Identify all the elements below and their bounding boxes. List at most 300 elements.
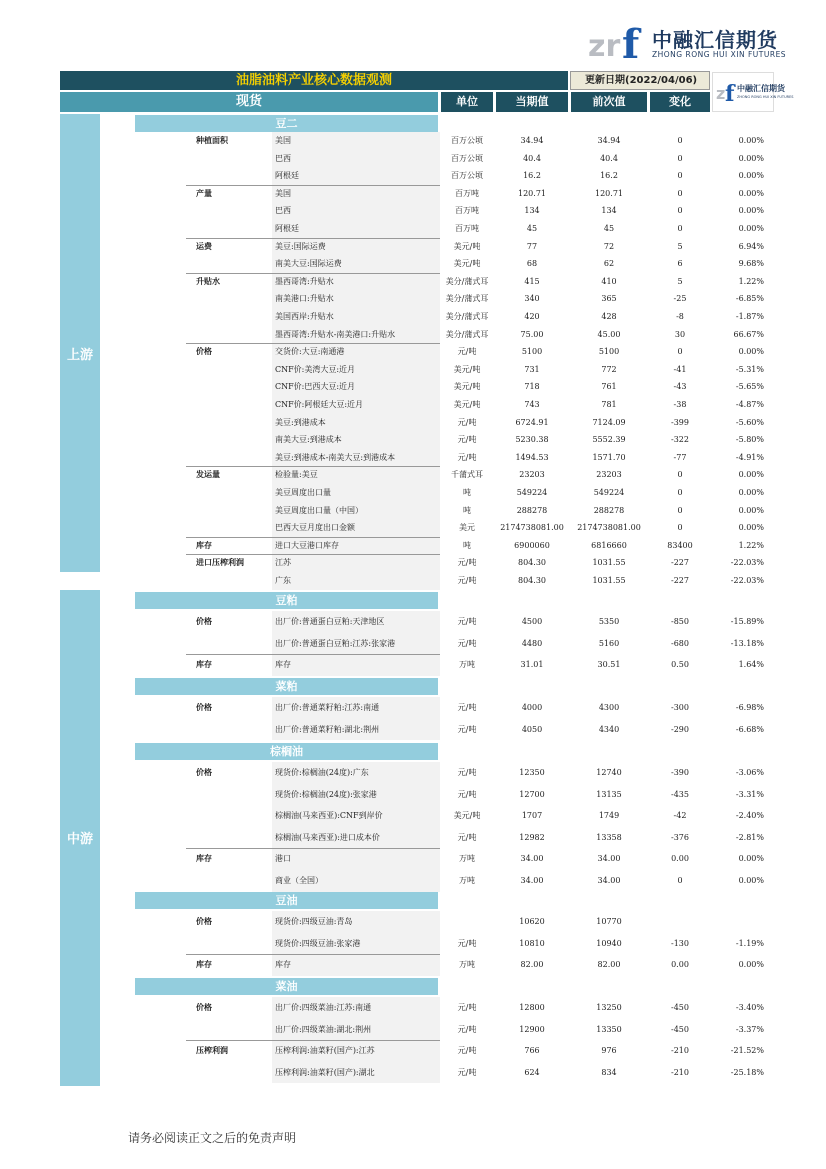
previous-value: 13350 [596,1024,622,1034]
unit-value: 元/吨 [457,768,477,777]
svg-text:z: z [716,84,726,103]
item-name: 库存 [272,654,440,676]
unit-value: 百万公顷 [451,136,483,145]
change-value: 5 [677,276,683,286]
current-value: 718 [524,382,540,392]
change-percent: 9.68% [738,259,764,269]
current-value: 2174738081.00 [500,523,564,533]
header-current: 当期值 [496,92,568,112]
mini-logo [712,72,794,112]
item-name: 库存 [272,954,440,976]
previous-value: 428 [601,312,617,321]
zrf-logo-mark-icon [588,20,644,64]
current-value: 340 [524,294,540,304]
previous-value: 1571.70 [592,452,626,462]
table-row [0,654,826,676]
category-label [186,572,272,590]
table-row [0,484,826,502]
current-value: 731 [524,364,540,374]
unit-value: 元/吨 [457,638,477,648]
current-value: 75.00 [520,329,544,339]
change-percent: -22.03% [730,576,764,585]
logo-chinese-name: 中融汇信期货 [652,28,778,52]
current-value: 12350 [519,768,545,777]
change-value: -130 [671,938,689,948]
category-label: 价格 [196,702,212,712]
table-row [0,805,826,827]
change-value: 0.50 [671,660,689,670]
change-percent: 1.22% [738,276,764,286]
table-row [0,954,826,976]
current-value: 1707 [521,811,543,821]
change-value: -8 [676,312,684,321]
previous-value: 23203 [596,470,622,480]
unit-value: 百万吨 [455,188,479,198]
previous-value: 10770 [596,917,622,926]
change-percent: 0.00% [738,136,764,145]
item-name: CNF价:巴西大豆:近月 [272,378,440,396]
item-name: 棕榈油(马来西亚):进口成本价 [272,827,440,849]
change-value: 0 [677,488,683,497]
change-percent: 0.00% [738,347,764,357]
previous-value: 4340 [598,724,620,734]
previous-value: 761 [601,382,617,392]
category-divider [186,848,440,849]
change-value: -43 [673,382,687,392]
change-value: 0 [677,523,683,533]
current-value: 12982 [519,832,545,842]
previous-value: 134 [601,206,617,216]
current-value: 804.30 [518,576,546,585]
table-row [0,132,826,150]
unit-value: 万吨 [459,854,475,864]
change-percent: -4.87% [735,400,764,409]
item-name: 出厂价:普通菜籽粕:湖北:荆州 [272,719,440,741]
current-value: 4000 [521,703,543,712]
unit-value: 元/吨 [457,789,477,799]
stage-midstream-label: 中游 [66,832,93,847]
item-name: 出厂价:普通蛋白豆粕:天津地区 [272,611,440,633]
change-percent: 0.00% [738,153,764,163]
category-label [186,431,272,449]
table-row [0,308,826,326]
category-divider [186,654,440,655]
change-percent: -5.31% [735,364,764,374]
current-value: 12900 [519,1024,545,1034]
table-row [0,326,826,344]
change-value: -850 [671,617,689,626]
table-row [0,378,826,396]
change-value: -77 [673,452,687,462]
table-row [0,519,826,537]
category-label: 种植面积 [196,135,228,145]
unit-value: 百万公顷 [451,153,483,163]
item-name: 美国 [272,185,440,203]
category-label [186,933,272,955]
category-label [186,150,272,168]
previous-value: 45 [603,224,615,233]
svg-text:f: f [725,81,735,103]
category-label [186,1062,272,1084]
previous-value: 7124.09 [592,417,626,427]
previous-value: 34.00 [597,854,621,864]
category-divider [186,466,440,467]
unit-value: 美元/吨 [453,241,481,251]
change-value: 0 [677,224,683,233]
item-name: 美国 [272,132,440,150]
table-row [0,343,826,361]
previous-value: 10940 [596,938,622,948]
change-percent: 0.00% [738,171,764,181]
current-value: 10620 [519,917,545,926]
category-label: 价格 [196,616,212,626]
unit-value: 百万吨 [455,206,479,216]
category-label [186,784,272,806]
current-value: 82.00 [520,960,544,970]
change-percent: 0.00% [738,206,764,216]
previous-value: 6816660 [591,540,627,550]
unit-value: 元/吨 [457,347,477,357]
change-percent: -5.80% [735,435,764,445]
category-label [186,449,272,467]
change-value: -42 [673,811,687,821]
change-percent: -5.65% [735,382,764,392]
unit-value: 元/吨 [457,558,477,568]
previous-value: 5160 [598,638,620,648]
category-label [186,827,272,849]
change-value: 83400 [667,540,693,550]
current-value: 415 [524,276,540,286]
previous-value: 549224 [593,488,625,497]
previous-value: 34.94 [597,136,621,145]
current-value: 4500 [521,617,543,626]
change-percent: -3.06% [735,768,764,777]
category-label [186,719,272,741]
change-percent: 0.00% [738,960,764,970]
change-value: 0 [677,188,683,198]
change-percent [710,911,772,933]
section-palm-oil: 棕榈油 [135,743,438,760]
table-row [0,933,826,955]
table-row [0,238,826,256]
current-value: 5100 [521,347,543,357]
table-row [0,762,826,784]
change-value: 0 [677,206,683,216]
current-value: 743 [524,400,540,409]
current-value: 45 [526,224,538,233]
report-title: 油脂油料产业核心数据观测 [235,73,392,88]
current-value: 804.30 [518,558,546,568]
item-name: 现货价:四级豆油:张家港 [272,933,440,955]
change-percent: -6.68% [735,724,764,734]
unit-value: 美元/吨 [453,400,481,409]
category-label: 运费 [196,240,212,251]
previous-value: 13250 [596,1003,622,1012]
unit-value: 元/吨 [457,724,477,734]
previous-value: 72 [603,241,615,251]
change-percent: -1.19% [735,938,764,948]
current-value: 766 [524,1046,540,1056]
change-value: 0 [677,136,683,145]
item-name: 巴西大豆月度出口金额 [272,519,440,537]
header-previous: 前次值 [571,92,647,112]
unit-value: 元/吨 [457,417,477,427]
unit-value: 万吨 [459,876,475,885]
category-label [186,167,272,185]
unit-value: 美分/蒲式耳 [445,329,489,339]
category-label: 进口压榨利润 [196,557,244,568]
table-row [0,167,826,185]
current-value: 23203 [519,470,545,480]
item-name: 现货价:四级豆油:青岛 [272,911,440,933]
change-value: -41 [673,364,687,374]
previous-value: 4300 [598,703,620,712]
category-label [186,805,272,827]
item-name: 南美港口:升贴水 [272,290,440,308]
table-row [0,273,826,291]
category-label [186,633,272,655]
unit-value: 元/吨 [457,938,477,948]
table-row [0,1040,826,1062]
item-name: 出厂价:普通菜籽粕:江苏:南通 [272,697,440,719]
change-value: 0.00 [671,854,689,864]
current-value: 420 [524,312,540,321]
mini-logo-cn: 中融汇信期货 [737,84,785,93]
unit-value: 万吨 [459,660,475,670]
unit-value: 百万公顷 [451,171,483,181]
item-name: 出厂价:四级菜油:湖北:荆州 [272,1019,440,1041]
unit-value: 吨 [463,505,471,515]
table-row [0,633,826,655]
unit-value: 元/吨 [457,1046,477,1056]
category-label: 发运量 [196,469,220,480]
previous-value: 288278 [593,505,625,515]
item-name: 港口 [272,848,440,870]
previous-value: 834 [601,1067,617,1077]
item-name: 出厂价:四级菜油:江苏:南通 [272,997,440,1019]
change-value: -210 [671,1046,689,1056]
category-divider [186,343,440,344]
change-percent: -1.87% [735,312,764,321]
category-label: 价格 [196,346,212,357]
change-value: -227 [671,558,689,568]
change-percent: 0.00% [738,188,764,198]
current-value: 12800 [519,1003,545,1012]
category-label [186,396,272,414]
table-row [0,697,826,719]
previous-value: 410 [601,276,617,286]
change-percent: -21.52% [730,1046,764,1056]
item-name: 美豆:到港成本-南美大豆:到港成本 [272,449,440,467]
change-percent: -15.89% [730,617,764,626]
category-divider [186,238,440,239]
category-label: 库存 [196,959,212,970]
category-label [186,519,272,537]
previous-value: 1031.55 [592,576,626,585]
table-row [0,361,826,379]
previous-value: 82.00 [597,960,621,970]
change-percent: -3.40% [735,1003,764,1012]
change-percent: -22.03% [730,558,764,568]
unit-value: 元/吨 [457,1024,477,1034]
table-row [0,431,826,449]
table-row [0,396,826,414]
category-divider [186,537,440,538]
category-label [186,202,272,220]
section-soymeal: 豆粕 [135,592,438,609]
previous-value: 1031.55 [592,558,626,568]
change-percent: 0.00% [738,854,764,864]
change-value: 0.00 [671,960,689,970]
change-value: 6 [677,259,683,269]
company-logo [588,20,788,64]
table-row [0,719,826,741]
category-label [186,484,272,502]
table-row [0,611,826,633]
category-divider [186,273,440,274]
header-unit: 单位 [441,92,493,112]
change-value: -300 [671,703,689,712]
change-value: -210 [671,1067,689,1077]
change-value: 0 [677,505,683,515]
category-label [186,220,272,238]
previous-value: 5552.39 [592,435,626,445]
unit-value: 元/吨 [457,1067,477,1077]
current-value: 16.2 [523,171,541,181]
change-value: -25 [673,294,687,304]
item-name: 出厂价:普通蛋白豆粕:江苏:张家港 [272,633,440,655]
table-row [0,449,826,467]
table-row [0,870,826,892]
table-row [0,1062,826,1084]
mini-logo-en: ZHONG RONG HUI XIN FUTURES [737,95,794,99]
item-name: 阿根廷 [272,220,440,238]
change-value: -390 [671,768,689,777]
item-name: 进口大豆港口库存 [272,537,440,555]
previous-value: 30.51 [597,660,621,670]
category-label: 库存 [196,539,212,550]
previous-value: 13135 [596,789,622,799]
item-name: 江苏 [272,554,440,572]
item-name: 南美大豆:到港成本 [272,431,440,449]
change-value: 0 [677,153,683,163]
category-label: 库存 [196,853,212,864]
current-value: 68 [526,259,538,269]
category-label [186,308,272,326]
category-label [186,255,272,273]
category-label: 价格 [196,1002,212,1012]
change-value: 30 [674,329,686,339]
current-value: 120.71 [518,188,546,198]
table-row [0,827,826,849]
current-value: 134 [524,206,540,216]
current-value: 288278 [516,505,548,515]
item-name: 墨西哥湾:升贴水 [272,273,440,291]
current-value: 549224 [516,488,548,497]
unit-value: 元/吨 [457,1003,477,1012]
category-label: 库存 [196,659,212,670]
svg-text:f: f [622,21,640,64]
stage-upstream-label: 上游 [66,348,93,363]
unit-value: 元/吨 [457,832,477,842]
current-value: 34.00 [520,854,544,864]
change-value [650,911,710,933]
previous-value: 5350 [598,617,620,626]
table-row [0,572,826,590]
change-value: -376 [671,832,689,842]
item-name: 南美大豆:国际运费 [272,255,440,273]
change-percent: 0.00% [738,224,764,233]
change-value: -450 [671,1003,689,1012]
category-divider [186,1040,440,1041]
category-label [186,870,272,892]
category-label: 升贴水 [196,275,220,286]
table-row [0,911,826,933]
update-date: 更新日期(2022/04/06) [570,71,710,90]
category-divider [186,954,440,955]
change-value: -290 [671,724,689,734]
item-name: 美国西岸:升贴水 [272,308,440,326]
change-percent: 0.00% [738,505,764,515]
item-name: CNF价:阿根廷大豆:近月 [272,396,440,414]
change-percent: -2.81% [735,832,764,842]
table-row [0,255,826,273]
table-row [0,537,826,555]
change-percent: -3.31% [735,789,764,799]
table-row [0,784,826,806]
unit-value: 美元/吨 [453,811,481,821]
table-row [0,185,826,203]
disclaimer-note: 请务必阅读正文之后的免责声明 [128,1131,297,1145]
current-value: 77 [526,241,538,251]
previous-value: 16.2 [600,171,618,181]
current-value: 34.00 [520,876,544,885]
table-row [0,502,826,520]
previous-value: 976 [601,1046,617,1056]
table-row [0,997,826,1019]
category-label [186,378,272,396]
change-percent: -25.18% [730,1067,764,1077]
change-percent: 6.94% [738,241,764,251]
category-label [186,361,272,379]
header-spot: 现货 [60,92,438,112]
item-name: 美豆:到港成本 [272,414,440,432]
category-divider [186,185,440,186]
item-name: 广东 [272,572,440,590]
category-divider [186,554,440,555]
previous-value: 1749 [598,811,620,821]
current-value: 4050 [521,724,543,734]
current-value: 40.4 [523,153,541,163]
change-value: -450 [671,1024,689,1034]
category-label [186,290,272,308]
category-label: 价格 [196,767,212,777]
section-rapeseed-oil: 菜油 [135,978,438,995]
unit-value: 美元/吨 [453,364,481,374]
current-value: 12700 [519,789,545,799]
change-percent: -2.40% [735,811,764,821]
change-value: -38 [673,400,687,409]
table-row [0,848,826,870]
previous-value: 781 [601,400,617,409]
change-value: 0 [677,470,683,480]
section-rapemeal: 菜粕 [135,678,438,695]
change-value: 0 [677,171,683,181]
item-name: 美豆周度出口量（中国） [272,502,440,520]
current-value: 5230.38 [515,435,549,445]
change-percent: -3.37% [735,1024,764,1034]
unit-value: 吨 [463,488,471,497]
